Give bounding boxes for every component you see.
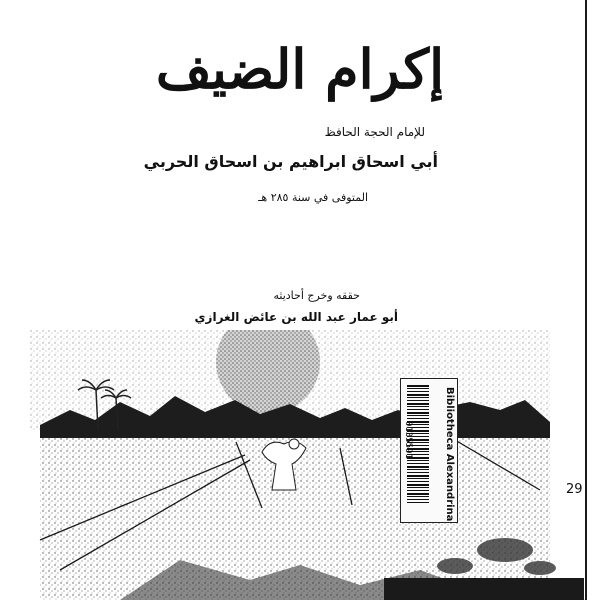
corner-page-number: 29: [566, 482, 583, 497]
library-name: Bibliotheca Alexandrina: [444, 387, 455, 522]
library-barcode-sticker: [400, 378, 458, 523]
page-edge-border: [585, 0, 587, 600]
verification-label: حققه وخرج أحاديثه: [273, 289, 360, 302]
author-death-date: المتوفى في سنة ٢٨٥ هـ: [258, 191, 368, 204]
publisher-strip: [384, 578, 584, 600]
editor-name: أبو عمار عبد الله بن عائض الغرازي: [194, 310, 398, 324]
book-title: إكرام الضيف: [155, 37, 445, 101]
barcode-number: 0135591: [403, 421, 413, 459]
author-name: أبي اسحاق ابراهيم بن اسحاق الحربي: [143, 152, 438, 171]
figure-head: [289, 439, 299, 449]
author-prefix: للإمام الحجة الحافظ: [324, 125, 425, 139]
desert-landscape-illustration: [0, 330, 585, 600]
